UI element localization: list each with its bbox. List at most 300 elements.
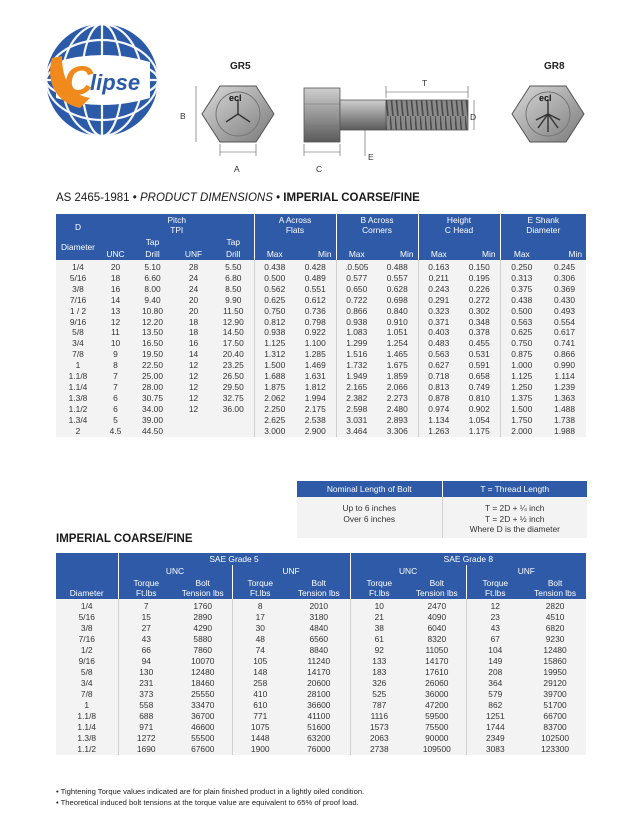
table-cell: 9.40	[131, 295, 174, 306]
table-cell: 8	[232, 599, 288, 612]
table-cell: 6	[100, 404, 131, 415]
table-cell: 7	[100, 371, 131, 382]
table-cell: 1.299	[336, 338, 377, 349]
table-cell: 2820	[524, 599, 586, 612]
torque-col-tension: Bolt Tension lbs	[524, 577, 586, 599]
table-cell: 2.893	[377, 415, 418, 426]
table-cell: 0.211	[418, 273, 459, 284]
gr8-head-mark: ecl	[539, 93, 552, 103]
table-cell: 3/4	[56, 678, 118, 689]
col-header-max: Max	[254, 236, 295, 260]
table-cell: 92	[350, 645, 408, 656]
bolt-diagram	[170, 56, 596, 176]
table-row	[56, 404, 586, 415]
table-cell: 4290	[174, 623, 232, 634]
table-cell: 148	[232, 667, 288, 678]
table-row	[56, 260, 586, 273]
table-cell: 9/16	[56, 317, 100, 328]
table-cell: 1.994	[295, 393, 336, 404]
table-cell: 0.455	[459, 338, 500, 349]
table-cell: 17610	[408, 667, 466, 678]
table-cell: 30.75	[131, 393, 174, 404]
table-cell: 0.489	[295, 273, 336, 284]
table-cell: 66700	[524, 711, 586, 722]
table-cell: 28.00	[131, 382, 174, 393]
table-cell: 1.051	[377, 327, 418, 338]
gr8-label: GR8	[544, 61, 565, 72]
table-cell: 12	[174, 382, 213, 393]
table-cell: 4510	[524, 612, 586, 623]
table-cell: 0.348	[459, 317, 500, 328]
table-cell: 18	[100, 273, 131, 284]
table-cell: 2.000	[500, 426, 543, 437]
table-row	[56, 678, 586, 689]
table-cell: 183	[350, 667, 408, 678]
table-cell: 2738	[350, 744, 408, 755]
table-cell: 2.900	[295, 426, 336, 437]
table-cell: 1116	[350, 711, 408, 722]
table-cell: 1.859	[377, 371, 418, 382]
torque-header-g5-unc: UNC	[118, 565, 232, 577]
table-cell: 0.150	[459, 260, 500, 273]
table-cell: 2.165	[336, 382, 377, 393]
table-cell: 1.469	[295, 360, 336, 371]
table-cell: 0.741	[543, 338, 586, 349]
table-row	[56, 306, 586, 317]
table-cell: 610	[232, 700, 288, 711]
table-cell: 16.50	[131, 338, 174, 349]
table-cell: 63200	[288, 733, 350, 744]
table-cell: 36000	[408, 689, 466, 700]
thread-length-conditions: Up to 6 inches Over 6 inches	[297, 497, 442, 538]
table-cell: 109500	[408, 744, 466, 755]
table-cell: 0.250	[500, 260, 543, 273]
table-cell: 0.195	[459, 273, 500, 284]
table-row	[56, 733, 586, 744]
table-cell: 6820	[524, 623, 586, 634]
table-cell: 12	[466, 599, 524, 612]
table-cell: 2063	[350, 733, 408, 744]
table-cell: 0.866	[336, 306, 377, 317]
table-row	[56, 393, 586, 404]
table-cell: 43	[466, 623, 524, 634]
table-cell: 2.598	[336, 404, 377, 415]
table-cell: 16	[100, 284, 131, 295]
table-cell: 2.480	[377, 404, 418, 415]
table-cell: 1900	[232, 744, 288, 755]
table-cell: 0.718	[418, 371, 459, 382]
table-cell: 14	[100, 295, 131, 306]
torque-header-g8-unf: UNF	[466, 565, 586, 577]
col-header-tap-2: Tap	[213, 236, 254, 248]
table-cell: 3.000	[254, 426, 295, 437]
table-cell: 558	[118, 700, 174, 711]
table-cell: 688	[118, 711, 174, 722]
table-cell: 51600	[288, 722, 350, 733]
table-cell: 0.810	[459, 393, 500, 404]
table-cell: 1.312	[254, 349, 295, 360]
table-cell: 1.363	[543, 393, 586, 404]
table-cell: 0.428	[295, 260, 336, 273]
table-cell: 20600	[288, 678, 350, 689]
table-cell: 5/16	[56, 273, 100, 284]
table-row	[56, 645, 586, 656]
table-cell: 1.125	[254, 338, 295, 349]
table-cell: 12.90	[213, 317, 254, 328]
table-row	[56, 656, 586, 667]
table-row	[56, 689, 586, 700]
section-title-torque: IMPERIAL COARSE/FINE	[56, 533, 193, 545]
table-cell: 1.949	[336, 371, 377, 382]
table-cell: 0.612	[295, 295, 336, 306]
table-cell: 20	[100, 260, 131, 273]
table-cell: 1.488	[543, 404, 586, 415]
table-cell: 76000	[288, 744, 350, 755]
table-cell: 0.245	[543, 260, 586, 273]
table-cell: 24	[174, 284, 213, 295]
table-cell: 83700	[524, 722, 586, 733]
table-cell: 8840	[288, 645, 350, 656]
table-cell: 971	[118, 722, 174, 733]
table-cell: 75500	[408, 722, 466, 733]
table-cell: 0.403	[418, 327, 459, 338]
table-cell: 11.50	[213, 306, 254, 317]
table-cell: 0.840	[377, 306, 418, 317]
table-cell: 25.00	[131, 371, 174, 382]
table-cell: 5.10	[131, 260, 174, 273]
table-cell: 55500	[174, 733, 232, 744]
table-cell: 1.1/4	[56, 382, 100, 393]
table-row	[56, 612, 586, 623]
table-cell: 1573	[350, 722, 408, 733]
table-cell: 0.866	[543, 349, 586, 360]
table-cell: 771	[232, 711, 288, 722]
table-cell: 1.516	[336, 349, 377, 360]
table-cell: 12	[174, 393, 213, 404]
table-cell: 1.000	[500, 360, 543, 371]
table-cell: 0.577	[336, 273, 377, 284]
table-cell: 51700	[524, 700, 586, 711]
col-header-across-flats: A Across Flats	[254, 214, 336, 236]
dim-d-label: D	[470, 112, 477, 122]
table-cell: 10	[100, 338, 131, 349]
table-cell: 20	[174, 295, 213, 306]
table-cell: 1	[56, 700, 118, 711]
table-cell: 12.20	[131, 317, 174, 328]
table-cell: 7	[100, 382, 131, 393]
table-cell: 3.306	[377, 426, 418, 437]
table-cell: 1.500	[500, 404, 543, 415]
table-cell: 30	[232, 623, 288, 634]
table-cell: 0.591	[459, 360, 500, 371]
table-cell: 0.438	[254, 260, 295, 273]
table-cell: 1.812	[295, 382, 336, 393]
table-row	[56, 426, 586, 437]
table-cell: 2.175	[295, 404, 336, 415]
table-cell: 0.226	[459, 284, 500, 295]
table-cell: 0.974	[418, 404, 459, 415]
table-cell: 1/4	[56, 599, 118, 612]
table-cell: 2.062	[254, 393, 295, 404]
table-cell: 3.464	[336, 426, 377, 437]
table-cell: 7/16	[56, 295, 100, 306]
table-cell: 14.50	[213, 327, 254, 338]
table-cell: 2	[56, 426, 100, 437]
table-cell: 6040	[408, 623, 466, 634]
table-cell: 36700	[174, 711, 232, 722]
dim-a-label: A	[234, 164, 240, 174]
table-cell: 1.250	[500, 382, 543, 393]
table-row	[56, 382, 586, 393]
table-row	[56, 634, 586, 645]
table-cell: 0.430	[543, 295, 586, 306]
torque-table	[56, 553, 586, 755]
col-header-min: Min	[295, 236, 336, 260]
torque-header-grade5: SAE Grade 5	[118, 553, 350, 565]
table-cell: 32.75	[213, 393, 254, 404]
table-cell: 2010	[288, 599, 350, 612]
table-cell: 1.465	[377, 349, 418, 360]
torque-col-torque: Torque Ft.lbs	[350, 577, 408, 599]
table-cell: 7	[118, 599, 174, 612]
table-cell: 410	[232, 689, 288, 700]
table-cell: 5	[100, 415, 131, 426]
table-cell: 0.554	[543, 317, 586, 328]
table-cell: 23.25	[213, 360, 254, 371]
table-row	[56, 360, 586, 371]
table-cell: 29120	[524, 678, 586, 689]
table-cell: 3083	[466, 744, 524, 755]
table-cell: 17	[232, 612, 288, 623]
col-header-drill: Drill	[131, 248, 174, 260]
table-cell: 0.163	[418, 260, 459, 273]
section-title-middle: PRODUCT DIMENSIONS •	[139, 192, 281, 204]
table-cell: 90000	[408, 733, 466, 744]
table-cell: 29.50	[213, 382, 254, 393]
table-cell: 38	[350, 623, 408, 634]
table-cell: 2.625	[254, 415, 295, 426]
table-cell: 12480	[174, 667, 232, 678]
table-row	[56, 317, 586, 328]
table-cell: 12	[174, 360, 213, 371]
table-row	[56, 722, 586, 733]
col-header-max: Max	[500, 236, 543, 260]
table-cell: 579	[466, 689, 524, 700]
table-cell: 1.675	[377, 360, 418, 371]
table-cell: 14170	[408, 656, 466, 667]
table-cell: 16	[174, 338, 213, 349]
footnotes	[56, 786, 364, 808]
section-title-prefix: AS 2465-1981 •	[56, 192, 137, 204]
table-cell: 1.1/2	[56, 744, 118, 755]
table-cell: 787	[350, 700, 408, 711]
table-cell: 12480	[524, 645, 586, 656]
col-header-max: Max	[418, 236, 459, 260]
table-cell: 6.80	[213, 273, 254, 284]
table-cell: 1.1/2	[56, 404, 100, 415]
table-cell: 0.625	[500, 327, 543, 338]
section-title-dimensions	[56, 192, 420, 204]
col-header-diameter: D Diameter	[56, 214, 100, 260]
table-cell: 10	[350, 599, 408, 612]
table-cell: 2.066	[377, 382, 418, 393]
thread-length-table	[297, 481, 587, 538]
table-cell: 0.500	[254, 273, 295, 284]
table-cell: 10070	[174, 656, 232, 667]
torque-header-grade8: SAE Grade 8	[350, 553, 586, 565]
table-cell: 14	[174, 349, 213, 360]
table-cell: 0.488	[377, 260, 418, 273]
table-cell: 11240	[288, 656, 350, 667]
table-cell: 0.750	[500, 338, 543, 349]
table-cell: 0.483	[418, 338, 459, 349]
table-cell: 1 / 2	[56, 306, 100, 317]
table-cell: 373	[118, 689, 174, 700]
table-cell: 5880	[174, 634, 232, 645]
table-cell: 21	[350, 612, 408, 623]
table-cell	[174, 415, 213, 426]
table-cell: 130	[118, 667, 174, 678]
table-cell: 12	[174, 371, 213, 382]
table-cell: 1.732	[336, 360, 377, 371]
table-cell: 3.031	[336, 415, 377, 426]
table-cell: 3/8	[56, 284, 100, 295]
table-cell: 1.688	[254, 371, 295, 382]
table-cell: 0.562	[254, 284, 295, 295]
table-cell: 364	[466, 678, 524, 689]
company-logo	[40, 18, 164, 142]
table-cell: 326	[350, 678, 408, 689]
table-cell: 0.902	[459, 404, 500, 415]
table-cell: 10.80	[131, 306, 174, 317]
table-row	[56, 415, 586, 426]
table-cell: 1075	[232, 722, 288, 733]
table-cell: 0.749	[459, 382, 500, 393]
table-cell: 1.3/8	[56, 393, 100, 404]
table-cell: 2470	[408, 599, 466, 612]
table-cell: 2.538	[295, 415, 336, 426]
table-cell: 13.50	[131, 327, 174, 338]
table-cell: 1.239	[543, 382, 586, 393]
table-cell: 59500	[408, 711, 466, 722]
table-cell: 66	[118, 645, 174, 656]
table-cell: 28	[174, 260, 213, 273]
table-cell: 14170	[288, 667, 350, 678]
table-cell: 1.3/4	[56, 415, 100, 426]
table-cell: 0.938	[336, 317, 377, 328]
table-cell: 0.563	[500, 317, 543, 328]
table-cell: 1.100	[295, 338, 336, 349]
table-cell: 105	[232, 656, 288, 667]
thread-length-formulas: T = 2D + ¼ inch T = 2D + ½ inch Where D is the diameter	[442, 497, 587, 538]
table-cell: 18	[174, 327, 213, 338]
table-cell: 0.878	[418, 393, 459, 404]
table-cell: 0.438	[500, 295, 543, 306]
table-cell: 23	[466, 612, 524, 623]
table-cell: 1760	[174, 599, 232, 612]
table-cell: 123300	[524, 744, 586, 755]
table-row	[56, 327, 586, 338]
table-cell: 0.875	[500, 349, 543, 360]
table-cell: 1690	[118, 744, 174, 755]
table-cell: 0.291	[418, 295, 459, 306]
table-row	[56, 273, 586, 284]
table-cell: 1.875	[254, 382, 295, 393]
col-header-shank: E Shank Diameter	[500, 214, 586, 236]
table-cell: 6.60	[131, 273, 174, 284]
table-cell: 94	[118, 656, 174, 667]
table-cell: 2.273	[377, 393, 418, 404]
table-cell: 0.813	[418, 382, 459, 393]
table-cell: 3180	[288, 612, 350, 623]
table-cell: 26.50	[213, 371, 254, 382]
table-cell: 7/8	[56, 689, 118, 700]
table-cell: 6560	[288, 634, 350, 645]
table-cell: 67	[466, 634, 524, 645]
table-cell: 104	[466, 645, 524, 656]
table-cell: 20	[174, 306, 213, 317]
table-cell: 149	[466, 656, 524, 667]
table-cell: 0.500	[500, 306, 543, 317]
dim-t-label: T	[422, 78, 428, 88]
torque-header-g5-unf: UNF	[232, 565, 350, 577]
logo-letter: C	[64, 59, 93, 103]
table-cell: 2.382	[336, 393, 377, 404]
table-cell: 1/4	[56, 260, 100, 273]
gr5-label: GR5	[230, 61, 251, 72]
table-cell: 1.1/8	[56, 371, 100, 382]
torque-col-diameter: Diameter	[56, 553, 118, 599]
table-cell: 20.40	[213, 349, 254, 360]
table-row	[56, 700, 586, 711]
table-cell: .0.505	[336, 260, 377, 273]
table-cell: 231	[118, 678, 174, 689]
table-cell: 0.798	[295, 317, 336, 328]
table-cell: 0.323	[418, 306, 459, 317]
table-cell: 0.243	[418, 284, 459, 295]
table-cell: 27	[118, 623, 174, 634]
col-header-tap: Tap	[131, 236, 174, 248]
table-cell: 0.722	[336, 295, 377, 306]
section-title-suffix: IMPERIAL COARSE/FINE	[283, 192, 420, 204]
table-cell: 1.1/4	[56, 722, 118, 733]
table-cell: 102500	[524, 733, 586, 744]
table-cell: 1.500	[254, 360, 295, 371]
col-header-min: Min	[377, 236, 418, 260]
table-cell: 9.90	[213, 295, 254, 306]
table-cell: 862	[466, 700, 524, 711]
table-cell: 0.302	[459, 306, 500, 317]
table-cell	[213, 426, 254, 437]
table-cell: 17.50	[213, 338, 254, 349]
table-cell: 0.369	[543, 284, 586, 295]
table-cell: 2890	[174, 612, 232, 623]
table-cell: 0.625	[254, 295, 295, 306]
table-cell: 12	[174, 404, 213, 415]
torque-col-tension: Bolt Tension lbs	[174, 577, 232, 599]
table-cell: 19.50	[131, 349, 174, 360]
torque-col-torque: Torque Ft.lbs	[232, 577, 288, 599]
table-cell: 208	[466, 667, 524, 678]
table-cell: 1251	[466, 711, 524, 722]
table-cell: 46600	[174, 722, 232, 733]
table-cell: 0.378	[459, 327, 500, 338]
torque-col-tension: Bolt Tension lbs	[408, 577, 466, 599]
col-header-min: Min	[543, 236, 586, 260]
table-cell: 1272	[118, 733, 174, 744]
thread-col-thread-length: T = Thread Length	[442, 481, 587, 497]
table-cell: 44.50	[131, 426, 174, 437]
